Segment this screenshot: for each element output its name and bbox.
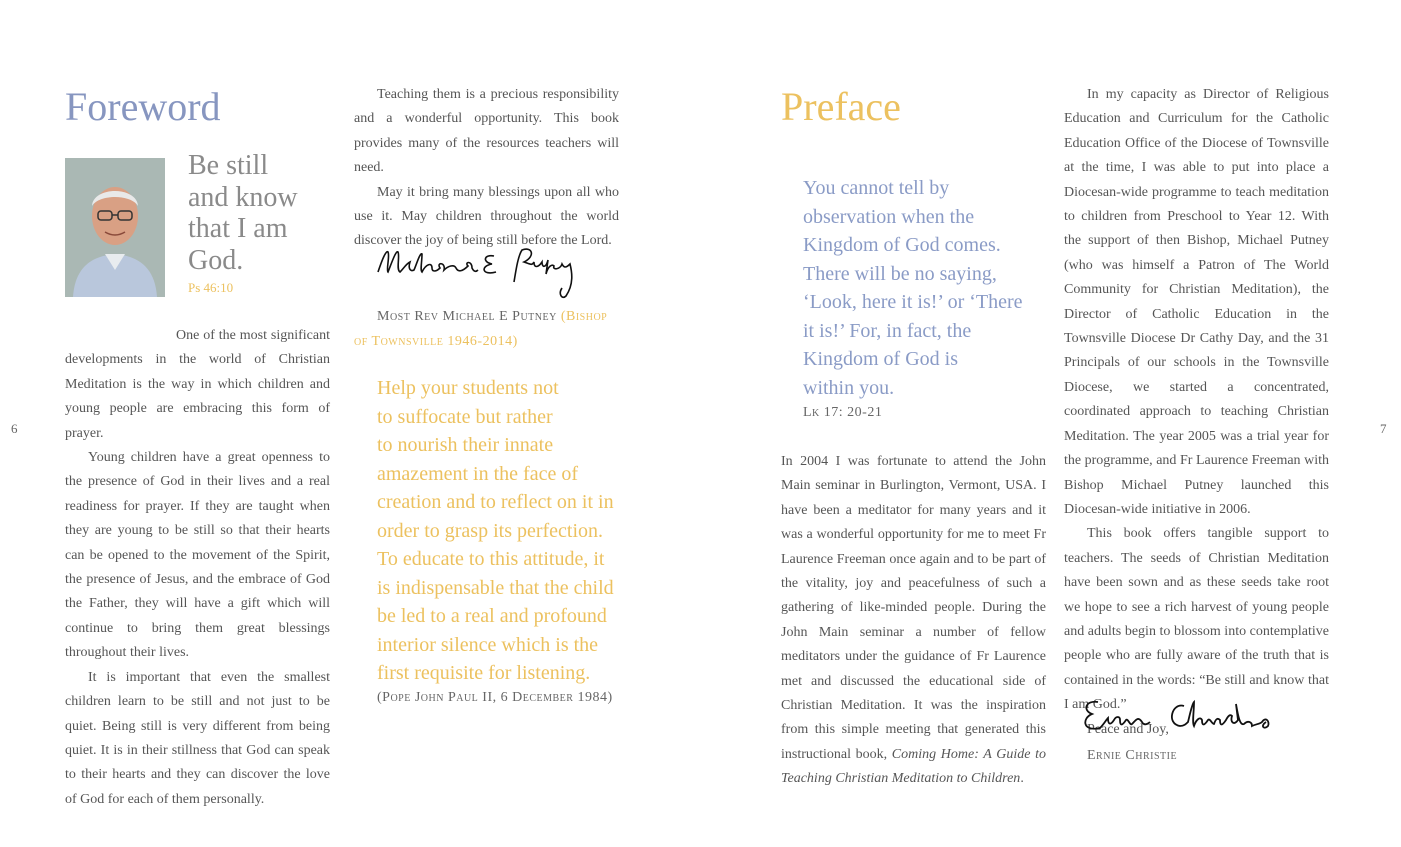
quote-line: is indispensable that the child [377,576,614,599]
quote-line: creation and to reflect on it in [377,491,614,513]
preface-column-1 [781,450,1046,792]
preface-column-2 [1064,83,1329,742]
foreword-heading: Foreword [65,84,221,129]
signatory-name: Most Rev Michael E Putney [377,309,557,324]
scripture-quote [188,150,328,276]
luke-quote [803,174,1043,402]
luke-quote-reference: Lk 17: 20-21 [803,405,883,420]
scripture-reference: Ps 46:10 [188,280,234,295]
quote-line: Kingdom of God comes. [803,234,1001,256]
paragraph: It is important that even the smallest children learn to be still and not just to be quiet. Being still is very different from being quiet. It is in their stillness that God can speak to their hearts and they can discover the love of God for each of them personally. [65,669,330,807]
quote-line: observation when the [803,205,975,228]
quote-line: order to grasp its perfection. [377,519,604,542]
scripture-line: Be still [188,150,269,181]
paragraph [781,450,1046,792]
portrait-of-bishop-photo [65,158,165,297]
page-number-left: 6 [11,421,18,436]
quote-line: Help your students not [377,377,559,399]
page-number-right: 7 [1380,421,1387,436]
quote-line: There will be no saying, [803,262,997,285]
quote-line: to nourish their innate [377,434,554,456]
paragraph: One of the most significant developments in the world of Christian Meditation is the way in which children and young people are embracing this form of prayer. [65,328,330,441]
pope-quote-reference: (Pope John Paul II, 6 December 1984) [377,690,613,705]
scripture-line: God. [188,244,244,276]
signatory-role: (Bishop of Townsville 1946-2014) [354,309,608,350]
paragraph: Young children have a great openness to the presence of God in their lives and a real readiness for prayer. If they are taught when they are young to be still so that their hearts can be opened to the movement of the Spirit, the presence of Jesus, and the embrace of God the Father, they will have a gift which will continue to bring them great blessings throughout their lives. [65,450,330,661]
foreword-column-2 [354,83,619,254]
foreword-column-1 [65,324,330,812]
paragraph-end: . [1020,771,1024,787]
scripture-line: and know [188,181,298,213]
paragraph: May it bring many blessings upon all who use it. May children throughout the world discover the joy of being still before the Lord. [354,184,619,249]
paragraph-text: In 2004 I was fortunate to attend the John Main seminar in Burlington, Vermont, USA. I have been a meditator for many years and it was a wonderful opportunity for me to meet Fr Laurence Freeman once again and to be part of the vitality, joy and peacefulness of such a gathering of like-minded people. During the John Main seminar a number of fellow meditators under the guidance of Fr Laurence met and discussed the educational side of Christian Meditation. It was the inspiration from this simple meeting that generated this instructional book, [781,454,1046,762]
preface-heading: Preface [781,84,901,129]
quote-line: within you. [803,376,895,399]
quote-line: Kingdom of God is [803,348,958,370]
quote-line: You cannot tell by [803,177,950,199]
quote-line: ‘Look, here it is!’ or ‘There [803,291,1023,313]
paragraph: This book offers tangible support to teachers. The seeds of Christian Meditation have been sown and as these seeds take root we hope to see a rich harvest of young people and adults begin to blossom into contemplative people who are fully aware of the truth that is contained in the words: “Be still and know that I am God.” [1064,526,1329,713]
quote-line: interior silence which is the [377,633,599,656]
closing-line: Peace and Joy, [1087,721,1169,737]
michael-e-putney-signature [376,242,586,302]
book-title: Coming Home: A Guide to Teaching Christian Meditation to Children [781,746,1046,787]
portrait-icon [65,158,165,297]
pope-quote [377,374,627,688]
signatory-name: Ernie Christie [1087,748,1178,763]
paragraph: In my capacity as Director of Religious Education and Curriculum for the Catholic Education Office of the Diocese of Townsville at the time, I was able to put into place a Diocesan-wide programme to teach meditation to children from Preschool to Year 12. With the support of then Bishop, Michael Putney (who was himself a Patron of The World Community for Christian Meditation), the Director of Catholic Education in the Townsville Diocese Dr Cathy Day, and the 31 Principals of our schools in the Townsville Diocese, we started a concentrated, coordinated approach to teaching Christian Meditation. The year 2005 was a trial year for the programme, and Fr Laurence Freeman with Bishop Michael Putney launched this Diocesan-wide initiative in 2006. [1064,87,1329,517]
scripture-line: that I am [188,213,288,244]
quote-line: to suffocate but rather [377,405,553,428]
quote-line: amazement in the face of [377,462,578,485]
quote-line: first requisite for listening. [377,662,591,684]
paragraph: Teaching them is a precious responsibility and a wonderful opportunity. This book provides many of the resources teachers will need. [354,87,619,176]
signatory-block [354,304,619,355]
quote-line: be led to a real and profound [377,605,607,627]
quote-line: it is!’ For, in fact, the [803,319,972,342]
quote-line: To educate to this attitude, it [377,548,605,570]
ernie-christie-signature [1080,696,1275,742]
